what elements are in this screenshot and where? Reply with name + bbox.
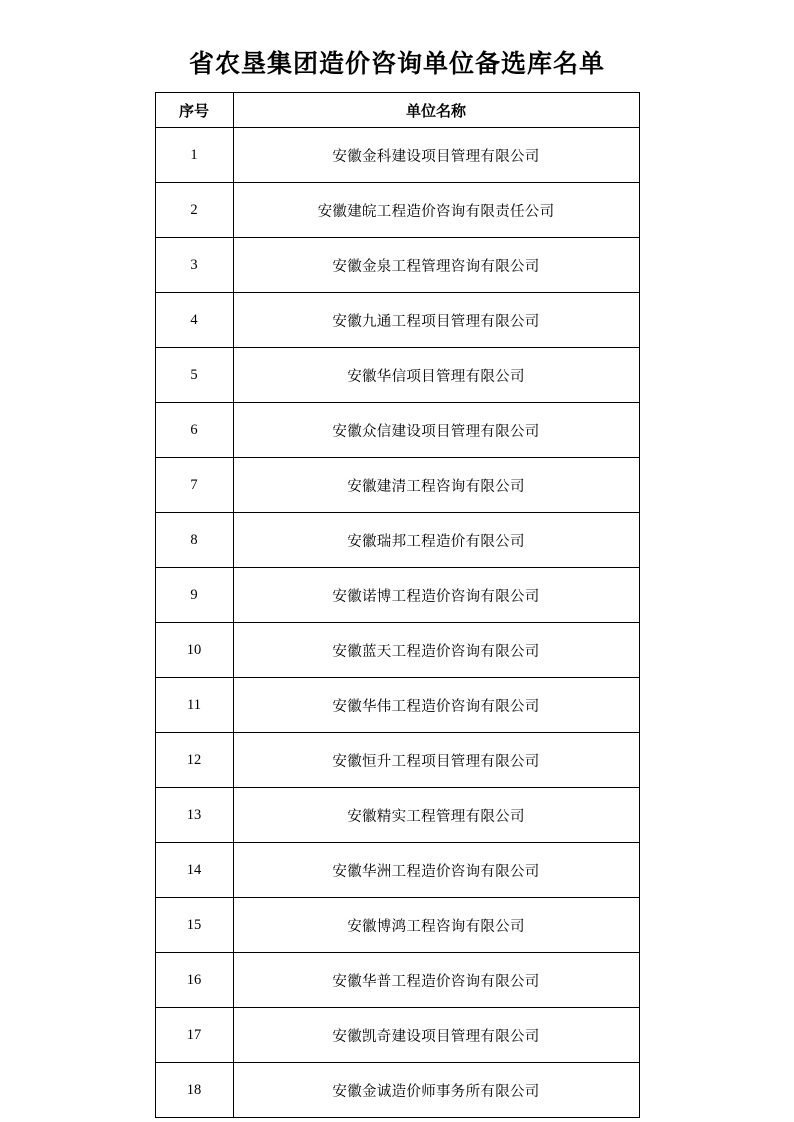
table-row bbox=[155, 458, 639, 513]
table-row bbox=[155, 1063, 639, 1118]
cell-index: 15 bbox=[155, 898, 233, 953]
table-container bbox=[0, 92, 794, 1118]
cell-index: 8 bbox=[155, 513, 233, 568]
cell-unit-name: 安徽九通工程项目管理有限公司 bbox=[233, 293, 639, 348]
table-row bbox=[155, 843, 639, 898]
table-row bbox=[155, 238, 639, 293]
table-row bbox=[155, 348, 639, 403]
table-row bbox=[155, 1008, 639, 1063]
table-row bbox=[155, 898, 639, 953]
cell-index: 18 bbox=[155, 1063, 233, 1118]
table-row bbox=[155, 733, 639, 788]
column-header-index: 序号 bbox=[155, 93, 233, 128]
cell-unit-name: 安徽金科建设项目管理有限公司 bbox=[233, 128, 639, 183]
cell-index: 17 bbox=[155, 1008, 233, 1063]
cell-unit-name: 安徽瑞邦工程造价有限公司 bbox=[233, 513, 639, 568]
cell-unit-name: 安徽建清工程咨询有限公司 bbox=[233, 458, 639, 513]
cell-unit-name: 安徽诺博工程造价咨询有限公司 bbox=[233, 568, 639, 623]
cell-index: 5 bbox=[155, 348, 233, 403]
table-row bbox=[155, 678, 639, 733]
table-row bbox=[155, 568, 639, 623]
cell-index: 7 bbox=[155, 458, 233, 513]
cell-index: 4 bbox=[155, 293, 233, 348]
cell-unit-name: 安徽华普工程造价咨询有限公司 bbox=[233, 953, 639, 1008]
cell-index: 9 bbox=[155, 568, 233, 623]
cell-unit-name: 安徽蓝天工程造价咨询有限公司 bbox=[233, 623, 639, 678]
cell-index: 12 bbox=[155, 733, 233, 788]
cell-unit-name: 安徽博鸿工程咨询有限公司 bbox=[233, 898, 639, 953]
table-body bbox=[155, 128, 639, 1118]
table-row bbox=[155, 623, 639, 678]
cell-index: 2 bbox=[155, 183, 233, 238]
cell-index: 3 bbox=[155, 238, 233, 293]
cell-unit-name: 安徽建皖工程造价咨询有限责任公司 bbox=[233, 183, 639, 238]
column-header-name: 单位名称 bbox=[233, 93, 639, 128]
cell-unit-name: 安徽华信项目管理有限公司 bbox=[233, 348, 639, 403]
table-row bbox=[155, 403, 639, 458]
cell-index: 16 bbox=[155, 953, 233, 1008]
cell-unit-name: 安徽众信建设项目管理有限公司 bbox=[233, 403, 639, 458]
cell-index: 6 bbox=[155, 403, 233, 458]
cell-index: 14 bbox=[155, 843, 233, 898]
vendor-list-table bbox=[155, 92, 640, 1118]
cell-unit-name: 安徽恒升工程项目管理有限公司 bbox=[233, 733, 639, 788]
page-title: 省农垦集团造价咨询单位备选库名单 bbox=[188, 51, 605, 78]
table-row bbox=[155, 788, 639, 843]
cell-unit-name: 安徽精实工程管理有限公司 bbox=[233, 788, 639, 843]
table-row bbox=[155, 953, 639, 1008]
cell-index: 1 bbox=[155, 128, 233, 183]
table-header-row bbox=[155, 93, 639, 128]
cell-index: 11 bbox=[155, 678, 233, 733]
table-row bbox=[155, 513, 639, 568]
table-header bbox=[155, 93, 639, 128]
table-row bbox=[155, 183, 639, 238]
cell-unit-name: 安徽金诚造价师事务所有限公司 bbox=[233, 1063, 639, 1118]
cell-index: 10 bbox=[155, 623, 233, 678]
cell-unit-name: 安徽华伟工程造价咨询有限公司 bbox=[233, 678, 639, 733]
cell-unit-name: 安徽华洲工程造价咨询有限公司 bbox=[233, 843, 639, 898]
cell-unit-name: 安徽金泉工程管理咨询有限公司 bbox=[233, 238, 639, 293]
table-row bbox=[155, 293, 639, 348]
cell-unit-name: 安徽凯奇建设项目管理有限公司 bbox=[233, 1008, 639, 1063]
cell-index: 13 bbox=[155, 788, 233, 843]
table-row bbox=[155, 128, 639, 183]
